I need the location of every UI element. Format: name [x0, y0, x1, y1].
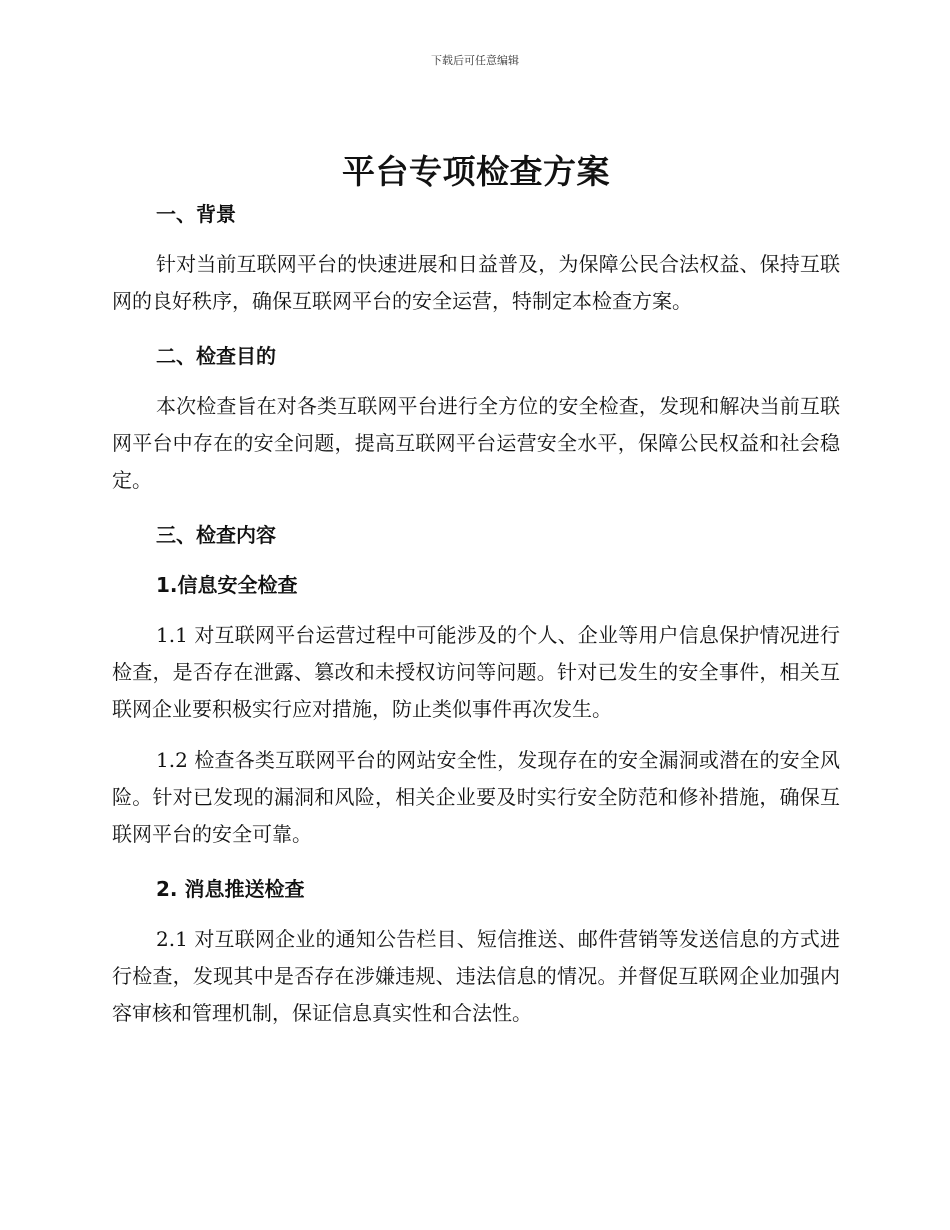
- spacer: [112, 907, 840, 921]
- spacer: [112, 728, 840, 742]
- subsection-heading-info-security: 1.信息安全检查: [156, 573, 298, 597]
- spacer: [112, 232, 840, 246]
- spacer: [112, 603, 840, 617]
- document-body: [112, 148, 840, 1032]
- subsection-paragraph-2-1: 2.1 对互联网企业的通知公告栏目、短信推送、邮件营销等发送信息的方式进行检查，发现其中是否存在涉嫌违规、违法信息的情况。并督促互联网企业加强内容审核和管理机制，保证信息真实性和合法性。: [112, 927, 840, 1025]
- spacer: [112, 320, 840, 338]
- document-title: 平台专项检查方案: [342, 152, 610, 191]
- section-paragraph-background: 针对当前互联网平台的快速进展和日益普及，为保障公民合法权益、保持互联网的良好秩序，确保互联网平台的安全运营，特制定本检查方案。: [112, 252, 840, 313]
- subsection-paragraph-1-1: 1.1 对互联网平台运营过程中可能涉及的个人、企业等用户信息保护情况进行检查，是否存在泄露、篡改和未授权访问等问题。针对已发生的安全事件，相关互联网企业要积极实行应对措施，防止类似事件再次发生。: [112, 623, 840, 721]
- subsection-heading-message-push: 2. 消息推送检查: [156, 877, 305, 901]
- section-paragraph-purpose: 本次检查旨在对各类互联网平台进行全方位的安全检查，发现和解决当前互联网平台中存在的安全问题，提高互联网平台运营安全水平，保障公民权益和社会稳定。: [112, 394, 840, 492]
- spacer: [112, 499, 840, 517]
- spacer: [112, 853, 840, 871]
- section-heading-content: 三、检查内容: [156, 523, 276, 547]
- subsection-paragraph-1-2: 1.2 检查各类互联网平台的网站安全性，发现存在的安全漏洞或潜在的安全风险。针对已发现的漏洞和风险，相关企业要及时实行安全防范和修补措施，确保互联网平台的安全可靠。: [112, 748, 840, 846]
- section-heading-background: 一、背景: [156, 202, 236, 226]
- spacer: [112, 374, 840, 388]
- page-header: 下载后可任意编辑: [431, 54, 519, 67]
- spacer: [112, 553, 840, 567]
- section-heading-purpose: 二、检查目的: [156, 344, 276, 368]
